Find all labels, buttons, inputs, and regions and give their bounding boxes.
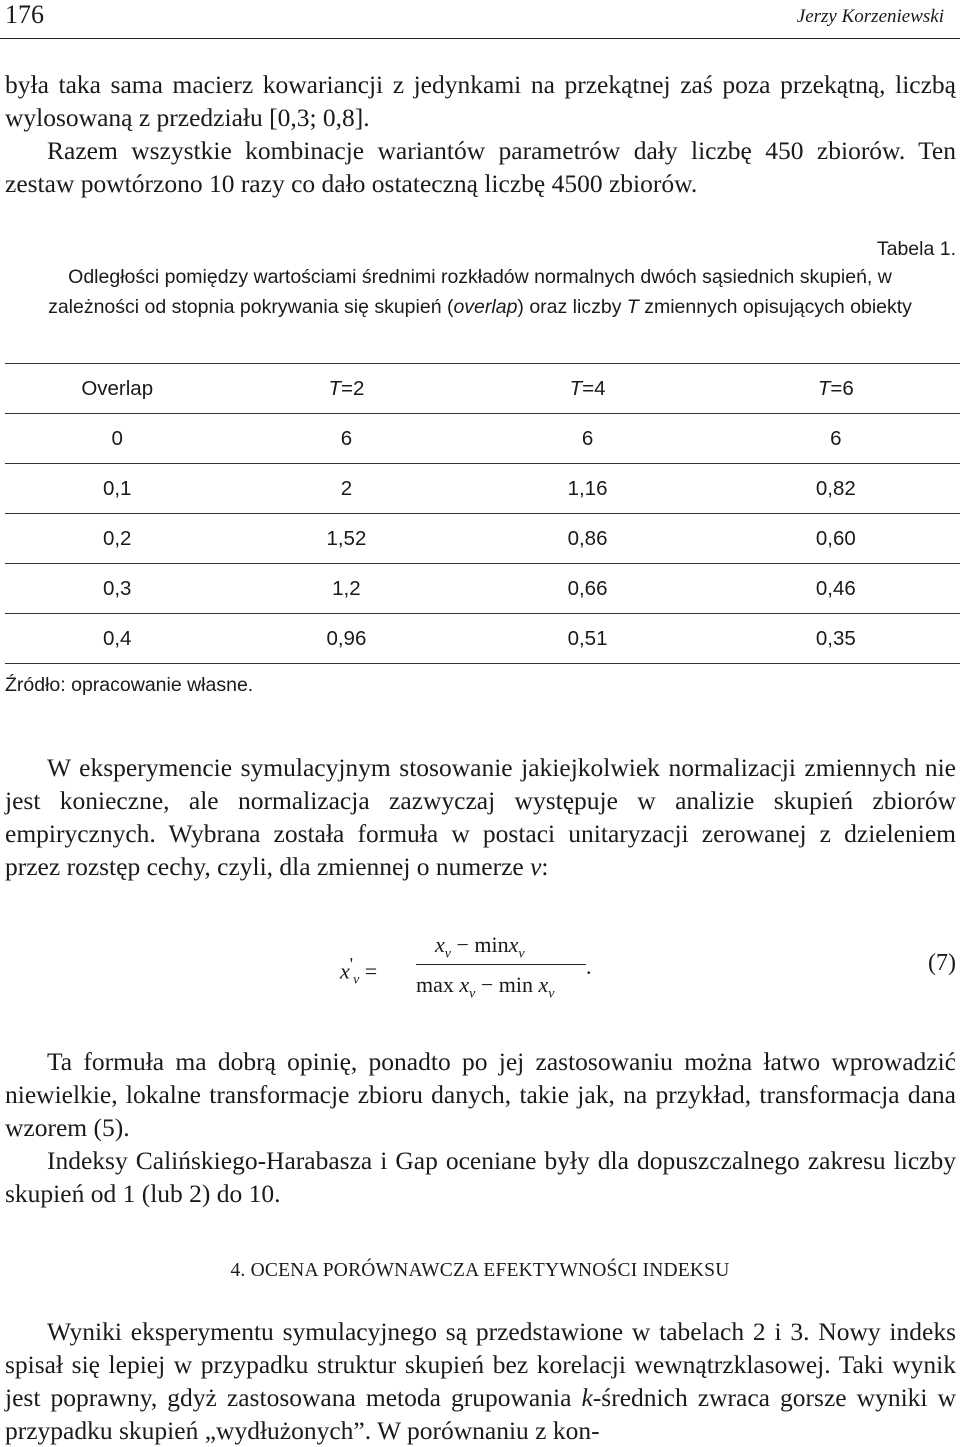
fraction-bar [416, 964, 586, 965]
section-heading: 4. OCENA PORÓWNAWCZA EFEKTYWNOŚCI INDEKSU [230, 1260, 730, 1281]
table-row [5, 514, 960, 564]
formula-7 [340, 928, 660, 1004]
body-text-1 [5, 751, 956, 883]
table-cell: 0,96 [229, 614, 463, 664]
intro-text [5, 68, 956, 200]
formula-period: . [586, 954, 592, 979]
header-overlap: Overlap [5, 364, 229, 414]
header-t2: T=2 [229, 364, 463, 414]
body-text-3 [5, 1315, 956, 1447]
page-number: 176 [5, 0, 44, 29]
table-row [5, 464, 960, 514]
table-cell: 1,2 [229, 564, 463, 614]
formula-numerator: $x_v - \min x_v$ [435, 932, 525, 962]
table-cell: 0,2 [5, 514, 229, 564]
running-header-author: Jerzy Korzeniewski [796, 6, 944, 27]
body-paragraph-5: Indeksy Calińskiego-Harabasza i Gap oceniane były dla dopuszczalnego zakresu liczby skupień od 1 (lub 2) do 10. [5, 1146, 956, 1208]
table-caption: Odległości pomiędzy wartościami średnimi rozkładów normalnych dwóch sąsiednich skupień, w zależności od stopnia pokrywania się skupień (overlap) oraz liczby T zmiennych opisujących obiekty [48, 266, 912, 318]
formula-lhs: $x'_v$ = [340, 954, 378, 988]
table-cell: 0,46 [712, 564, 960, 614]
table-cell: 6 [712, 414, 960, 464]
table-source: Źródło: opracowanie własne. [5, 674, 254, 696]
table-cell: 6 [229, 414, 463, 464]
table-cell: 2 [229, 464, 463, 514]
formula-denominator: $\max x_v - \min x_v$ [416, 972, 555, 1002]
equation-number: (7) [928, 950, 956, 976]
table-header-row [5, 364, 960, 414]
closing-paragraph: Wyniki eksperymentu symulacyjnego są przedstawione w tabelach 2 i 3. Nowy indeks spisał się lepiej w przypadku struktur skupień bez korelacji wewnątrzklasowej. Taki wynik jest poprawny, gdyż zastosowana metoda grupowania k-średnich zwraca gorsze wyniki w przypadku skupień „wydłużonych”. W porównaniu z kon- [5, 1317, 957, 1445]
table-row [5, 614, 960, 664]
table-cell: 0,4 [5, 614, 229, 664]
body-text-2 [5, 1045, 956, 1210]
table-cell: 0 [5, 414, 229, 464]
table-row [5, 414, 960, 464]
intro-paragraph-2: Razem wszystkie kombinacje wariantów parametrów dały liczbę 450 zbiorów. Ten zestaw powtórzono 10 razy co dało ostateczną liczbę 4500 zbiorów. [5, 136, 956, 198]
body-paragraph-3: W eksperymencie symulacyjnym stosowanie jakiejkolwiek normalizacji zmiennych nie jest konieczne, ale normalizacja zazwyczaj występuje w analizie skupień zbiorów empirycznych. Wybrana została formuła w postaci unitaryzacji zerowanej z dzieleniem przez rozstęp cechy, czyli, dla zmiennej o numerze v: [5, 753, 956, 881]
header-t6: T=6 [712, 364, 960, 414]
intro-paragraph-1: była taka sama macierz kowariancji z jedynkami na przekątnej zaś poza przekątną, liczbą wylosowaną z przedziału [0,3; 0,8]. [5, 70, 956, 132]
body-paragraph-4: Ta formuła ma dobrą opinię, ponadto po jej zastosowaniu można łatwo wprowadzić niewielkie, lokalne transformacje zbioru danych, takie jak, na przykład, transformacja dana wzorem (5). [5, 1047, 956, 1142]
table-cell: 0,51 [463, 614, 711, 664]
table-cell: 1,52 [229, 514, 463, 564]
table-cell: 0,1 [5, 464, 229, 514]
table-label: Tabela 1. [876, 238, 956, 260]
table-cell: 0,86 [463, 514, 711, 564]
table-cell: 0,60 [712, 514, 960, 564]
table-cell: 0,35 [712, 614, 960, 664]
table-cell: 0,3 [5, 564, 229, 614]
header-rule [0, 38, 960, 39]
data-table [5, 363, 960, 664]
header-t4: T=4 [463, 364, 711, 414]
table-cell: 0,66 [463, 564, 711, 614]
table-row [5, 564, 960, 614]
table-cell: 1,16 [463, 464, 711, 514]
table-cell: 6 [463, 414, 711, 464]
table-cell: 0,82 [712, 464, 960, 514]
